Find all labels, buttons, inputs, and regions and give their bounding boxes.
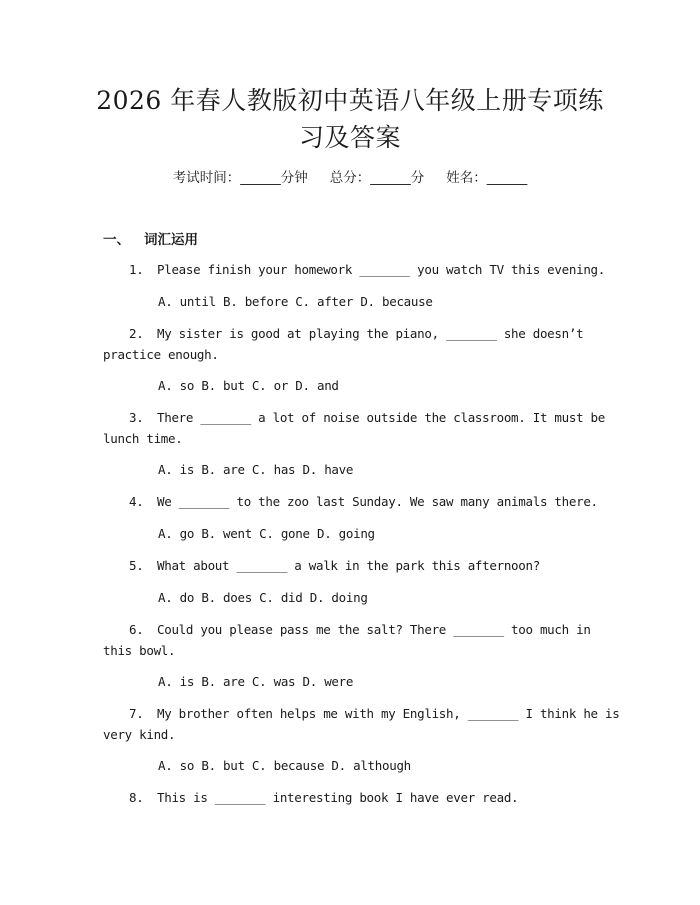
question-number: 5. xyxy=(129,558,144,573)
question-6-continuation: this bowl. xyxy=(103,643,176,658)
question-8 xyxy=(103,790,603,850)
question-4-options: A. go B. went C. gone D. going xyxy=(158,526,375,541)
question-number: 8. xyxy=(129,790,144,805)
question-number: 1. xyxy=(129,262,144,277)
question-text: My brother often helps me with my English, _______ I think he is xyxy=(157,706,620,721)
section-title: 词汇运用 xyxy=(144,232,198,248)
question-6 xyxy=(103,622,603,682)
question-4 xyxy=(103,494,603,554)
student-name-field: 姓名：______ xyxy=(446,170,528,186)
question-1 xyxy=(103,262,603,322)
question-number: 3. xyxy=(129,410,144,425)
document-title-line1: 2026 年春人教版初中英语八年级上册专项练 xyxy=(96,86,604,115)
question-2-options: A. so B. but C. or D. and xyxy=(158,378,339,393)
question-text: This is _______ interesting book I have ever read. xyxy=(157,790,519,805)
question-text: What about _______ a walk in the park this afternoon? xyxy=(157,558,540,573)
question-7-options: A. so B. but C. because D. although xyxy=(158,758,411,773)
question-number: 7. xyxy=(129,706,144,721)
question-number: 4. xyxy=(129,494,144,509)
question-text: Could you please pass me the salt? There _______ too much in xyxy=(157,622,591,637)
total-score-field: 总分：______分 xyxy=(329,170,425,186)
question-6-options: A. is B. are C. was D. were xyxy=(158,674,354,689)
question-number: 2. xyxy=(129,326,144,341)
question-5-options: A. do B. does C. did D. doing xyxy=(158,590,368,605)
question-text: There _______ a lot of noise outside the classroom. It must be xyxy=(157,410,605,425)
question-text: We _______ to the zoo last Sunday. We saw many animals there. xyxy=(157,494,598,509)
exam-time-field: 考试时间：______分钟 xyxy=(172,170,308,186)
question-7 xyxy=(103,706,620,766)
question-2-continuation: practice enough. xyxy=(103,347,219,362)
document-title-line2: 习及答案 xyxy=(298,123,401,152)
question-3-continuation: lunch time. xyxy=(103,431,183,446)
question-text: Please finish your homework _______ you watch TV this evening. xyxy=(157,262,605,277)
section-number: 一、 xyxy=(103,232,130,248)
question-7-continuation: very kind. xyxy=(103,727,176,742)
section-heading xyxy=(103,228,198,248)
question-text: My sister is good at playing the piano, _______ she doesn’t xyxy=(157,326,584,341)
question-1-options: A. until B. before C. after D. because xyxy=(158,294,433,309)
question-5 xyxy=(103,558,603,618)
question-3-options: A. is B. are C. has D. have xyxy=(158,462,354,477)
question-number: 6. xyxy=(129,622,144,637)
exam-info-row xyxy=(0,166,700,186)
